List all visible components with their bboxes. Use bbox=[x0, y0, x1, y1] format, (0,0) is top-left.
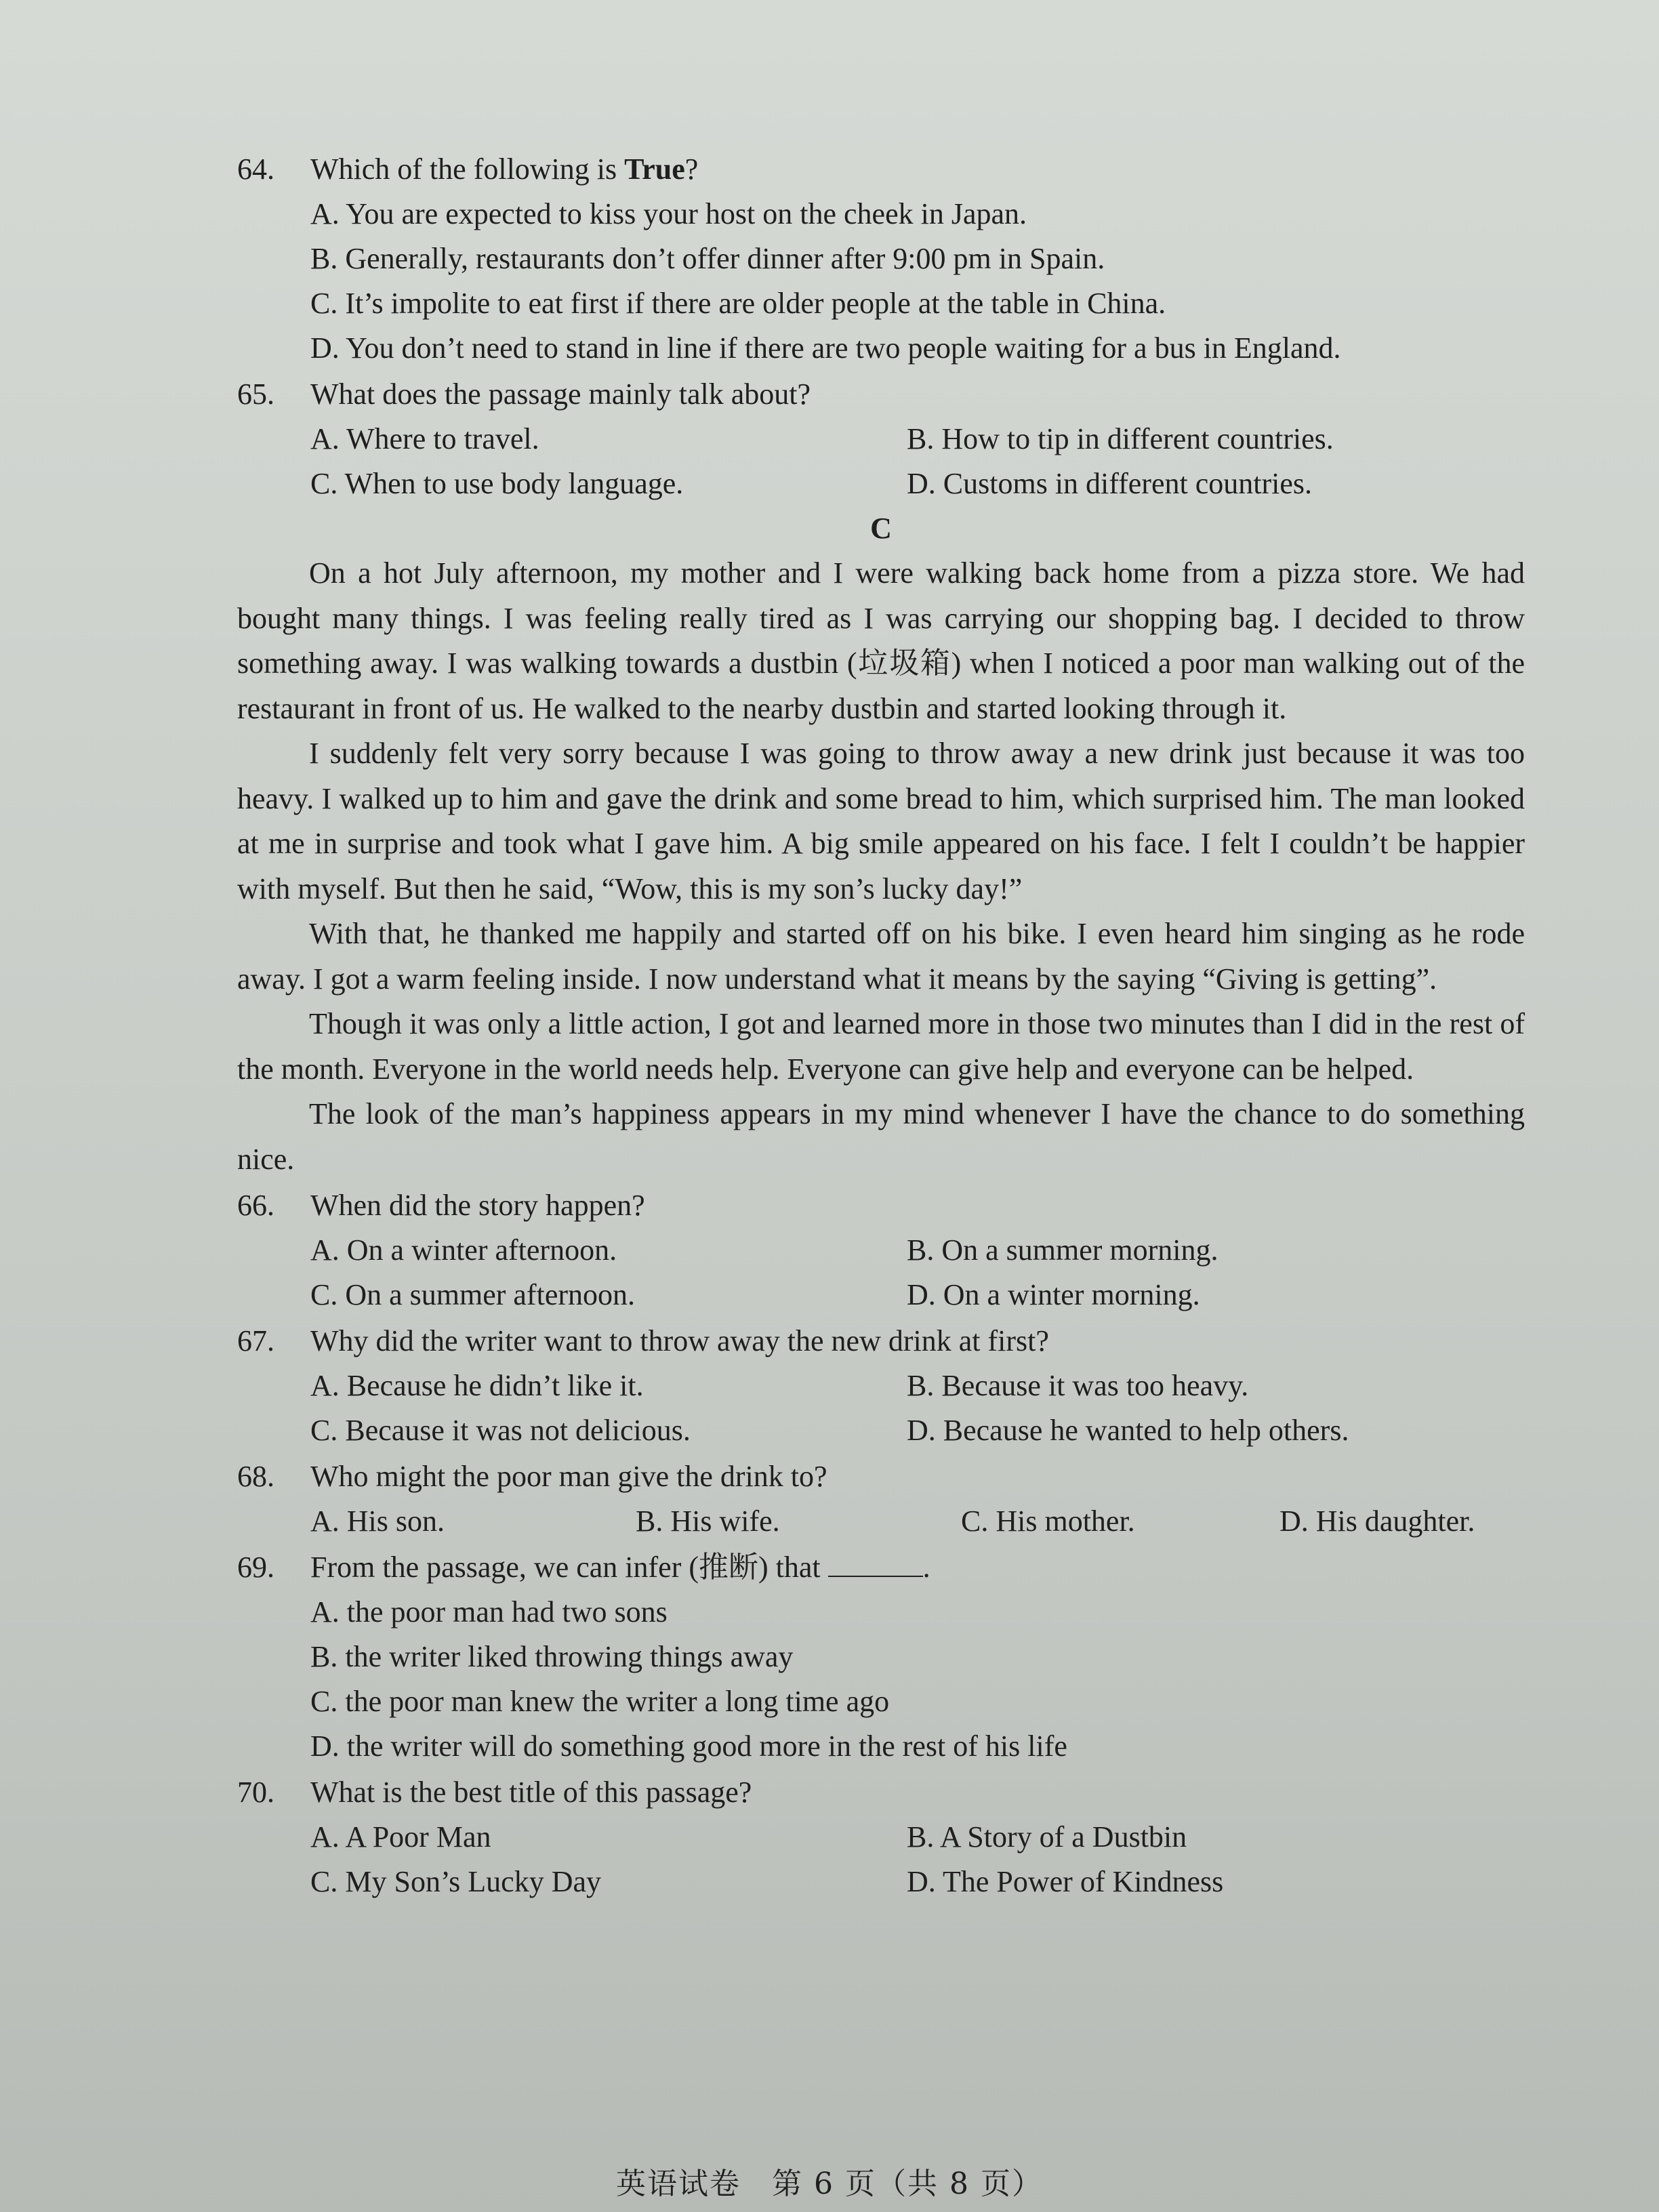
question-64 bbox=[237, 147, 1525, 192]
option: C. My Son’s Lucky Day bbox=[310, 1865, 601, 1898]
question-number: 64. bbox=[237, 152, 274, 186]
stem-emphasis: True bbox=[624, 152, 685, 186]
option: B. Because it was too heavy. bbox=[907, 1369, 1249, 1402]
stem-text: . bbox=[922, 1551, 930, 1584]
page-content bbox=[237, 146, 1525, 1904]
option: B. His wife. bbox=[636, 1504, 780, 1538]
stem-text: ? bbox=[684, 152, 699, 186]
option: A. the poor man had two sons bbox=[310, 1595, 668, 1629]
answer-blank bbox=[828, 1547, 923, 1577]
question-number: 68. bbox=[237, 1460, 274, 1493]
options-grid bbox=[310, 1499, 1525, 1544]
options-grid bbox=[310, 417, 1525, 506]
question-number: 69. bbox=[237, 1551, 274, 1584]
option: D. the writer will do something good more in the rest of his life bbox=[310, 1729, 1067, 1763]
option: A. His son. bbox=[310, 1504, 445, 1538]
question-number: 70. bbox=[237, 1776, 274, 1809]
options-grid bbox=[310, 1815, 1525, 1904]
passage-paragraph: Though it was only a little action, I got and learned more in those two minutes than I did in the rest of the month. Everyone in the world needs help. Everyone can give help and everyone can be helped. bbox=[237, 1007, 1525, 1086]
option: B. the writer liked throwing things away bbox=[310, 1640, 794, 1673]
question-66 bbox=[237, 1183, 1525, 1228]
question-65 bbox=[237, 372, 1525, 417]
question-69 bbox=[237, 1545, 1525, 1590]
page-footer: 英语试卷 第 6 页（共 8 页） bbox=[616, 2167, 1043, 2201]
option: C. It’s impolite to eat first if there are older people at the table in China. bbox=[310, 287, 1166, 320]
question-67 bbox=[237, 1319, 1525, 1364]
question-stem: What is the best title of this passage? bbox=[310, 1776, 752, 1809]
option: A. You are expected to kiss your host on the cheek in Japan. bbox=[310, 197, 1027, 230]
passage-paragraph: I suddenly felt very sorry because I was going to throw away a new drink just because it was too heavy. I walked up to him and gave the drink and some bread to him, which surprised him. The man looked at me in surprise and took what I gave him. A big smile appeared on his face. I felt I couldn’t be happier with myself. But then he said, “Wow, this is my son’s lucky day!” bbox=[237, 737, 1525, 905]
stem-text: From the passage, we can infer (推断) that bbox=[310, 1551, 828, 1584]
question-stem: What does the passage mainly talk about? bbox=[310, 377, 811, 411]
passage-paragraph: With that, he thanked me happily and started off on his bike. I even heard him singing as he rode away. I got a warm feeling inside. I now understand what it means by the saying “Giving is getting”. bbox=[237, 917, 1525, 996]
option: A. Where to travel. bbox=[310, 422, 539, 455]
option: C. On a summer afternoon. bbox=[310, 1278, 635, 1311]
question-68 bbox=[237, 1454, 1525, 1499]
question-stem: When did the story happen? bbox=[310, 1189, 645, 1222]
options-grid bbox=[310, 1228, 1525, 1317]
option: D. His daughter. bbox=[1279, 1504, 1475, 1538]
option: B. How to tip in different countries. bbox=[907, 422, 1334, 455]
option: A. A Poor Man bbox=[310, 1820, 491, 1853]
question-70 bbox=[237, 1770, 1525, 1815]
option: C. His mother. bbox=[961, 1504, 1135, 1538]
option: D. Customs in different countries. bbox=[907, 467, 1312, 500]
question-stem bbox=[310, 1545, 1525, 1590]
option: B. Generally, restaurants don’t offer dinner after 9:00 pm in Spain. bbox=[310, 242, 1105, 275]
section-heading: C bbox=[870, 512, 892, 545]
passage-paragraph: On a hot July afternoon, my mother and I were walking back home from a pizza store. We had bought many things. I was feeling really tired as I was carrying our shopping bag. I decided to throw something away. I was walking towards a dustbin (垃圾箱) when I noticed a poor man walking out of the restaurant in front of us. He walked to the nearby dustbin and started looking through it. bbox=[237, 556, 1525, 725]
option: D. Because he wanted to help others. bbox=[907, 1414, 1349, 1447]
question-stem bbox=[310, 147, 1525, 192]
question-stem: Who might the poor man give the drink to? bbox=[310, 1460, 827, 1493]
option: C. When to use body language. bbox=[310, 467, 684, 500]
option: C. the poor man knew the writer a long time ago bbox=[310, 1685, 890, 1718]
option: C. Because it was not delicious. bbox=[310, 1414, 691, 1447]
question-number: 65. bbox=[237, 377, 274, 411]
stem-text: Which of the following is bbox=[310, 152, 625, 186]
option: D. You don’t need to stand in line if there are two people waiting for a bus in England. bbox=[310, 331, 1341, 365]
option: B. A Story of a Dustbin bbox=[907, 1820, 1187, 1853]
passage-paragraph: The look of the man’s happiness appears in my mind whenever I have the chance to do something nice. bbox=[237, 1097, 1525, 1176]
option: A. Because he didn’t like it. bbox=[310, 1369, 644, 1402]
question-number: 66. bbox=[237, 1189, 274, 1222]
option: B. On a summer morning. bbox=[907, 1233, 1218, 1267]
options-grid bbox=[310, 1364, 1525, 1453]
option: D. The Power of Kindness bbox=[907, 1865, 1224, 1898]
question-number: 67. bbox=[237, 1324, 274, 1357]
option: D. On a winter morning. bbox=[907, 1278, 1200, 1311]
option: A. On a winter afternoon. bbox=[310, 1233, 617, 1267]
question-stem: Why did the writer want to throw away the new drink at first? bbox=[310, 1324, 1049, 1357]
